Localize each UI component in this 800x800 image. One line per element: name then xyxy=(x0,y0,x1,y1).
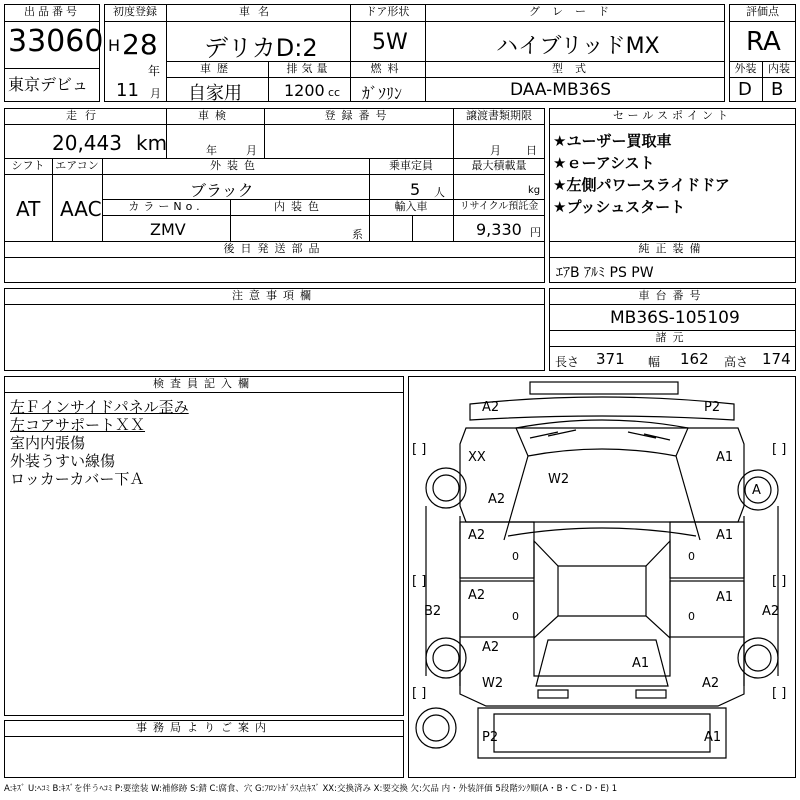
reg-year: 28 xyxy=(122,28,158,61)
zero-mark: 0 xyxy=(688,610,695,623)
door-label: ドア形状 xyxy=(365,5,410,18)
model-code: DAA-MB36S xyxy=(510,80,612,100)
mileage: 20,443 xyxy=(52,131,122,155)
bracket-right-mid: [ ] xyxy=(772,574,787,589)
width: 162 xyxy=(680,350,709,368)
intcolor-unit: 系 xyxy=(352,228,363,241)
mark-door-rear-right: A1 xyxy=(716,590,734,605)
transfer-day-unit: 日 xyxy=(526,144,537,157)
color-label: 外装色 xyxy=(210,159,261,172)
transfer-month-unit: 月 xyxy=(490,144,501,157)
height-label: 高さ xyxy=(724,355,749,369)
mark-bumper-rear-left: P2 xyxy=(482,730,499,745)
inspector-line: 室内内張傷 xyxy=(10,434,86,452)
exterior-label: 外装 xyxy=(734,62,757,75)
shift: AT xyxy=(16,197,41,221)
loadcap-unit: kg xyxy=(528,185,541,196)
dim-label: 諸元 xyxy=(655,331,690,344)
fuel: ｶﾞｿﾘﾝ xyxy=(362,84,403,103)
interior-label: 内装 xyxy=(768,62,790,75)
height: 174 xyxy=(762,350,791,368)
mark-front-right: P2 xyxy=(704,400,721,415)
mark-door-front-right: A1 xyxy=(716,528,734,543)
transfer-label: 譲渡書類期限 xyxy=(466,109,532,122)
car-name: デリカD:2 xyxy=(204,34,318,62)
score-label: 評価点 xyxy=(746,5,779,18)
inspector-line: 外装うすい線傷 xyxy=(10,452,116,470)
displacement: 1200 xyxy=(284,81,325,100)
sales-point: ★ｅーアシスト xyxy=(553,154,655,172)
legend: A:ｷｽﾞ U:ﾍｺﾐ B:ｷｽﾞを伴うﾍｺﾐ P:要塗装 W:補修跡 S:錆 C:腐食、穴 G:ﾌﾛﾝﾄｶﾞﾗｽ点ｷｽﾞ XX:交換済み X:要交換 欠:欠品 内・外装評価 5段階ﾗﾝｸ順(A・B・C・D・E) 1 xyxy=(4,784,618,794)
displacement-label: 排気量 xyxy=(286,62,332,75)
zero-mark: 0 xyxy=(688,550,695,563)
sales-label: セールスポイント xyxy=(612,109,732,122)
lot-label: 出品番号 xyxy=(24,5,80,18)
first-reg-label: 初度登録 xyxy=(113,5,157,18)
car-diagram xyxy=(408,376,796,778)
capacity: 5 xyxy=(410,180,421,199)
ac: AAC xyxy=(60,197,102,221)
length: 371 xyxy=(596,350,625,368)
sales-point: ★プッシュスタート xyxy=(553,198,686,216)
chassis-label: 車台番号 xyxy=(638,289,707,302)
reg-month: 11 xyxy=(116,80,139,101)
interior-grade: B xyxy=(771,79,784,100)
inspector-label: 検査員記入欄 xyxy=(153,377,255,390)
mark-roof-rear: A1 xyxy=(632,656,650,671)
equipment-label: 純正装備 xyxy=(638,242,707,255)
intcolor-label: 内装色 xyxy=(274,200,325,213)
capacity-label: 乗車定員 xyxy=(389,159,433,172)
regno-label: 登録番号 xyxy=(324,109,393,122)
bracket-left-top: [ ] xyxy=(412,442,427,457)
recycle: 9,330 xyxy=(476,220,522,239)
loadcap-label: 最大積載量 xyxy=(471,159,527,172)
model-label: 型式 xyxy=(552,62,598,75)
exterior-grade: D xyxy=(738,79,752,100)
insp-month-unit: 月 xyxy=(246,144,257,157)
lot-number: 33060 xyxy=(8,24,104,59)
era: H xyxy=(108,36,121,55)
colorno-label: カラーNo. xyxy=(128,200,204,213)
mark-hood: W2 xyxy=(548,472,570,487)
name-label: 車名 xyxy=(239,5,277,18)
color: ブラック xyxy=(190,181,254,200)
mark-rear-left: W2 xyxy=(482,676,504,691)
bracket-left-mid: [ ] xyxy=(412,574,427,589)
sales-point: ★左側パワースライドドア xyxy=(553,176,730,194)
mark-bumper-rear-right: A1 xyxy=(704,730,722,745)
recycle-unit: 円 xyxy=(530,226,541,239)
grade: ハイブリッドMX xyxy=(496,34,660,59)
mileage-label: 走行 xyxy=(66,109,104,122)
notes-label: 注意事項欄 xyxy=(232,289,317,302)
bracket-right-bottom: [ ] xyxy=(772,686,787,701)
displacement-unit: cc xyxy=(328,86,341,99)
mark-door-front-left: A2 xyxy=(468,528,486,543)
equipment: ｴｱB ｱﾙﾐ PS PW xyxy=(556,265,654,281)
bracket-right-top: [ ] xyxy=(772,442,787,457)
month-unit: 月 xyxy=(150,87,161,100)
mark-rocker-right: A2 xyxy=(762,604,780,619)
bracket-left-bottom: [ ] xyxy=(412,686,427,701)
mark-door-rear-left: A2 xyxy=(468,588,486,603)
recycle-label: リサイクル預託金 xyxy=(459,201,539,212)
mileage-unit: km xyxy=(136,131,168,155)
mark-wheel-front-right: A xyxy=(752,483,761,498)
office-label: 事務局よりご案内 xyxy=(136,721,272,734)
mark-fender-front-left: XX xyxy=(468,450,486,465)
colorno: ZMV xyxy=(150,220,186,239)
mark-rocker-left: B2 xyxy=(424,604,442,619)
later-parts-label: 後日発送部品 xyxy=(223,242,326,255)
inspector-line: ロッカーカバー下Ａ xyxy=(10,470,145,488)
history: 自家用 xyxy=(188,83,242,104)
year-unit: 年 xyxy=(148,64,161,78)
capacity-unit: 人 xyxy=(434,186,445,199)
import-label: 輸入車 xyxy=(394,200,428,213)
mark-quarter-left: A2 xyxy=(482,640,500,655)
fuel-label: 燃料 xyxy=(370,62,405,75)
shift-label: シフト xyxy=(11,159,45,172)
mark-bonnet-left: A2 xyxy=(488,492,506,507)
inspector-line: 左Ｆインサイドパネル歪み xyxy=(10,398,189,416)
ac-label: エアコン xyxy=(55,159,99,172)
mark-front-left: A2 xyxy=(482,400,500,415)
inspection-label: 車検 xyxy=(198,109,232,122)
inspector-line: 左コアサポートＸＸ xyxy=(10,416,146,434)
mark-fender-front-right: A1 xyxy=(716,450,734,465)
grade-label: グレード xyxy=(529,5,621,18)
length-label: 長さ xyxy=(555,355,580,369)
zero-mark: 0 xyxy=(512,550,519,563)
venue: 東京デビュ xyxy=(8,75,89,94)
sales-point: ★ユーザー買取車 xyxy=(553,132,672,150)
history-label: 車歴 xyxy=(200,62,234,75)
chassis-number: MB36S-105109 xyxy=(610,308,740,328)
zero-mark: 0 xyxy=(512,610,519,623)
width-label: 幅 xyxy=(648,355,661,369)
score: RA xyxy=(746,27,781,57)
door-type: 5W xyxy=(372,30,408,55)
mark-rear-right: A2 xyxy=(702,676,720,691)
insp-year-unit: 年 xyxy=(206,144,217,157)
